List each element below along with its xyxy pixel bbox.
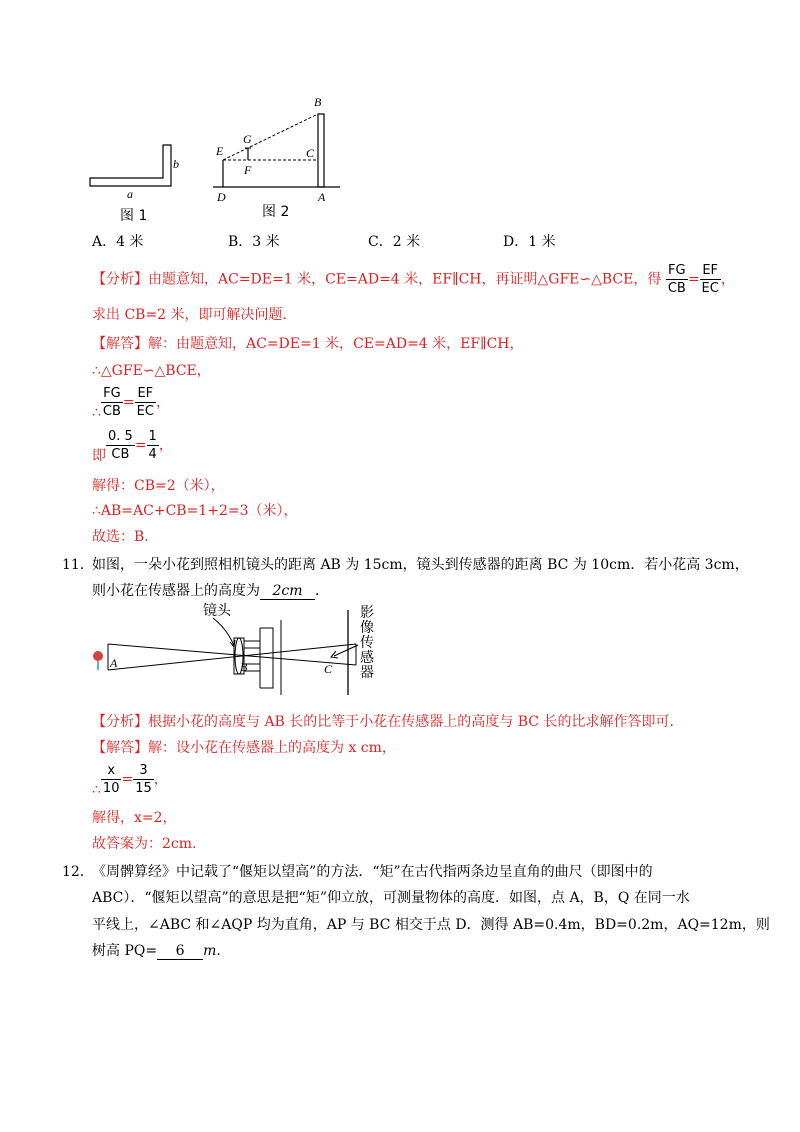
label-b: b xyxy=(173,157,179,171)
q11-answer: 2cm xyxy=(260,583,315,600)
point-A: A xyxy=(318,190,326,204)
figure-2-caption: 图 2 xyxy=(262,204,290,220)
q11-analysis-line: 【分析】根据小花的高度与 AB 长的比等于小花在传感器上的高度与 BC 长的比求解作答即可. xyxy=(92,714,674,730)
q11-equation-line: ∴ $\frac{x}{10}$ = $\frac{3}{15}$ ， xyxy=(92,763,168,798)
q12-line3: 平线上，∠ABC 和∠AQP 均为直角，AP 与 BC 相交于点 D．测得 AB=0.4m，BD=0.2m，AQ=12m，则 xyxy=(92,917,770,933)
option-c: C．2 米 xyxy=(368,234,421,250)
q12-line2: ABC）．“偃矩以望高”的意思是把“矩”仰立放，可测量物体的高度．如图，点 A，B，Q 在同一水 xyxy=(92,890,690,906)
point-F: F xyxy=(244,163,252,177)
solution-tag: 【解答】 xyxy=(92,336,148,352)
q10-analysis-line2: 求出 CB=2 米，即可解决问题. xyxy=(92,307,287,323)
lens-label: 镜头 xyxy=(203,603,231,619)
q10-similar-line: ∴△GFE∽△BCE， xyxy=(92,363,211,379)
point-D: D xyxy=(217,190,226,204)
point-C-sensor: C xyxy=(324,662,333,676)
q11-solution-line: 【解答】解：设小花在传感器上的高度为 x cm， xyxy=(92,740,396,756)
point-E: E xyxy=(216,144,224,158)
q11-final-line: 故答案为：2cm. xyxy=(92,836,197,852)
fraction-fg-cb: $\frac{FG}{CB}$ xyxy=(667,263,686,296)
option-a: A．4 米 xyxy=(92,234,144,250)
analysis-text: 由题意知，AC=DE=1 米，CE=AD=4 米，EF∥CH，再证明△GFE∽△BCE，得 xyxy=(148,271,662,288)
option-b: B．3 米 xyxy=(228,234,280,250)
q10-ratio2-line: 即 $\frac{0. 5}{CB}$ = $\frac{1}{4}$ ， xyxy=(92,429,173,464)
q11-text-line1: 如图，一朵小花到照相机镜头的距离 AB 为 15cm，镜头到传感器的距离 BC 为 10cm．若小花高 3cm， xyxy=(92,557,749,573)
point-A-flower: A xyxy=(110,656,118,670)
q12-number: 12． xyxy=(62,864,94,880)
q12-line1: 《周髀算经》中记载了“偃矩以望高”的方法．“矩”在古代指两条边呈直角的曲尺（即图中的 xyxy=(92,864,653,880)
point-G: G xyxy=(243,132,252,146)
label-a: a xyxy=(127,187,133,201)
q10-analysis-line1: 【分析】由题意知，AC=DE=1 米，CE=AD=4 米，EF∥CH，再证明△GFE∽△BCE，得 $\frac{FG}{CB}$ = $\frac{EF}{EC}$ ， xyxy=(92,263,735,296)
figure-1-caption: 图 1 xyxy=(120,208,148,224)
q10-solution-line1: 【解答】解：由题意知，AC=DE=1 米，CE=AD=4 米，EF∥CH， xyxy=(92,336,524,352)
option-d: D．1 米 xyxy=(503,234,556,250)
q10-choose-line: 故选：B. xyxy=(92,529,149,545)
point-B-lens: B xyxy=(240,660,248,674)
point-B: B xyxy=(314,95,322,109)
q11-solved-line: 解得，x=2， xyxy=(92,810,177,826)
camera-figure xyxy=(88,600,388,705)
point-C: C xyxy=(306,146,315,160)
q10-ratio-line: ∴ $\frac{FG}{CB}$ = $\frac{EF}{EC}$ ， xyxy=(92,386,170,421)
analysis-tag: 【分析】 xyxy=(92,271,148,288)
q12-line4: 树高 PQ= 6 m. xyxy=(92,943,221,959)
q10-ab-line: ∴AB=AC+CB=1+2=3（米）， xyxy=(92,503,298,519)
sensor-label: 影像传感器 xyxy=(360,605,374,681)
figure-1 xyxy=(85,140,195,225)
q12-answer: 6 xyxy=(157,943,203,960)
fraction-ef-ec: $\frac{EF}{EC}$ xyxy=(701,263,719,296)
q11-text-line2: 则小花在传感器上的高度为 2cm ． xyxy=(92,583,329,599)
figure-2 xyxy=(210,92,350,227)
q11-number: 11． xyxy=(62,557,94,573)
q10-solved-line: 解得：CB=2（米）， xyxy=(92,478,225,494)
